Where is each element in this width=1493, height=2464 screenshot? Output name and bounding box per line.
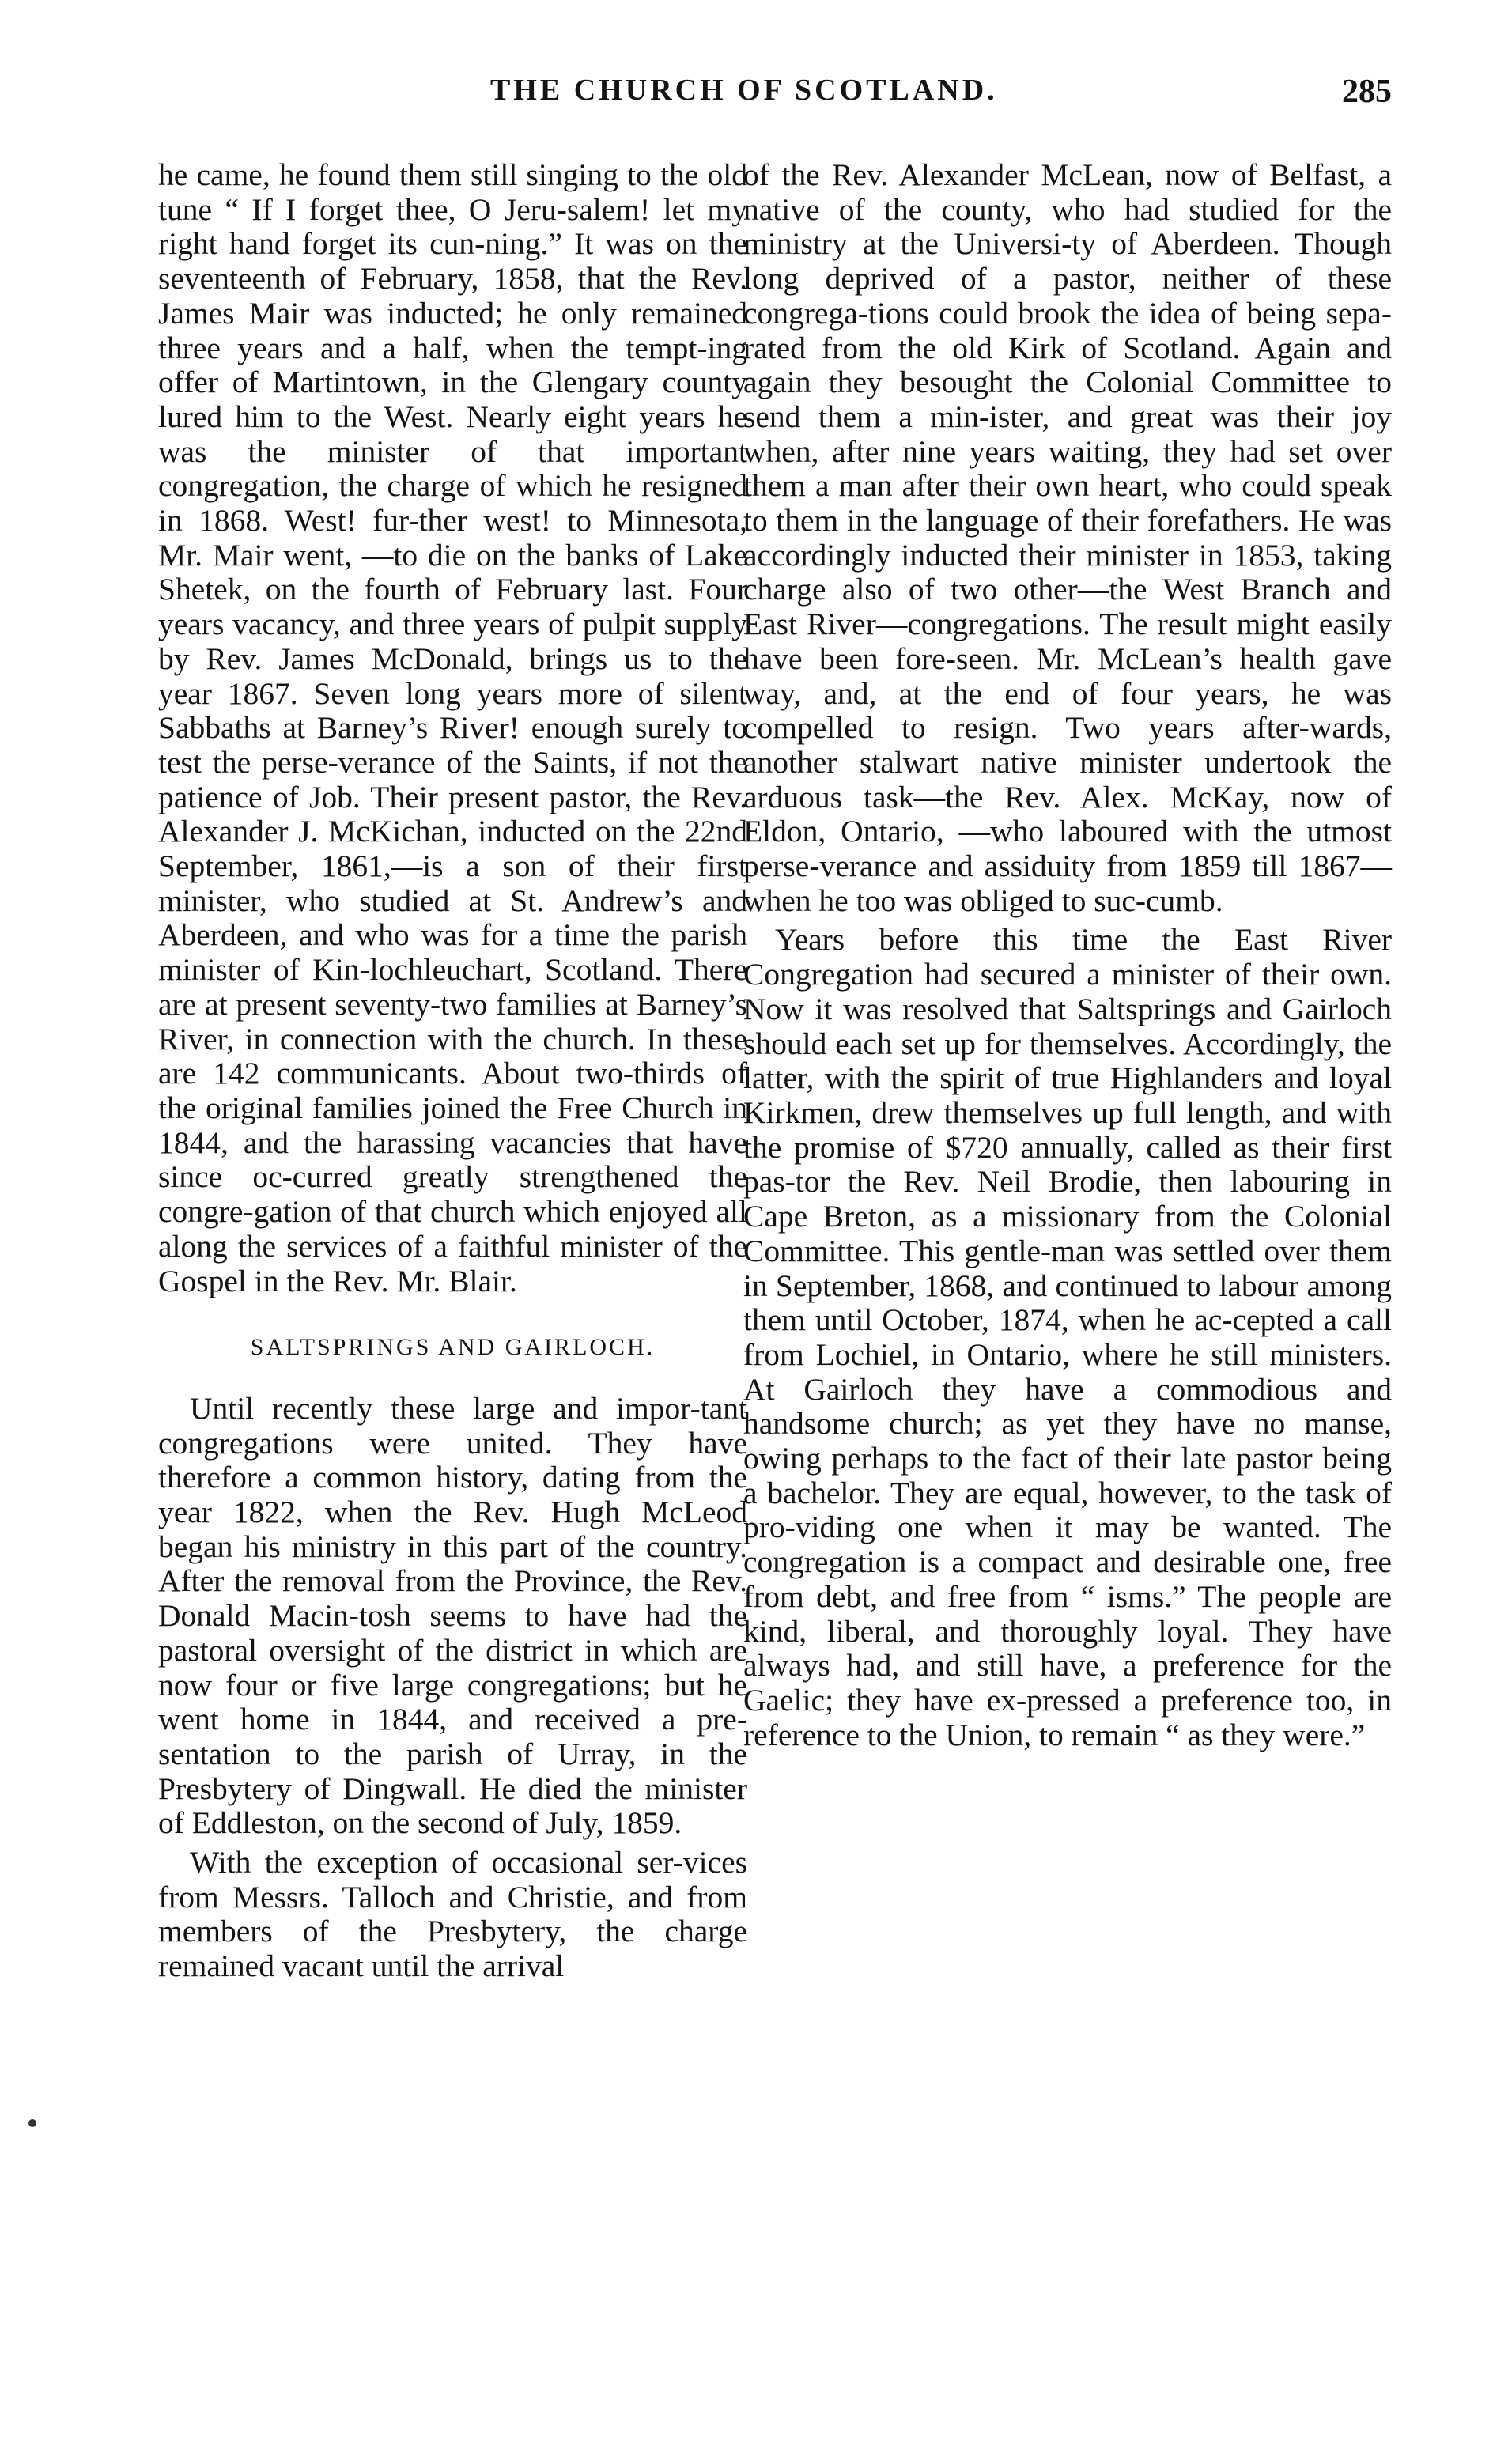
left-paragraph-2: Until recently these large and impor-tant congregations were united. They have therefore a common history, dating from the year 1822, when the Rev. Hugh McLeod began his ministry in this part of the country. After the removal from the Province, the Rev. Donald Macin-tosh seems to have had the pastoral oversight of the district in which are now four or five large congregations; but he went home in 1844, and received a pre-sentation to the parish of Urray, in the Presbytery of Dingwall. He died the minister of Eddleston, on the second of July, 1859.	[158, 1390, 747, 1841]
right-paragraph-1: of the Rev. Alexander McLean, now of Belfast, a native of the county, who had studied for the ministry at the Universi-ty of Aberdeen. Though long deprived of a pastor, neither of these congrega-tions could brook the idea of being sepa-rated from the old Kirk of Scotland. Again and again they besought the Colonial Committee to send them a min-ister, and great was their joy when, after nine years waiting, they had set over them a man after their own heart, who could speak to them in the language of their forefathers. He was accordingly inducted their minister in 1853, taking charge also of two other—the West Branch and East River—congregations. The result might easily have been fore-seen. Mr. McLean’s health gave way, and, at the end of four years, he was compelled to resign. Two years after-wards, another stalwart native minister undertook the arduous task—the Rev. Alex. McKay, now of Eldon, Ontario, —who laboured with the utmost perse-verance and assiduity from 1859 till 1867—when he too was obliged to suc-cumb.	[743, 157, 1392, 918]
left-paragraph-1: he came, he found them still singing to the old tune “ If I forget thee, O Jeru-salem! let my right hand forget its cun-ning.” It was on the seventeenth of February, 1858, that the Rev. James Mair was inducted; he only remained three years and a half, when the tempt-ing offer of Martintown, in the Glengary county lured him to the West. Nearly eight years he was the minister of that important congregation, the charge of which he resigned in 1868. West! fur-ther west! to Minnesota, Mr. Mair went, —to die on the banks of Lake Shetek, on the fourth of February last. Four years vacancy, and three years of pulpit supply by Rev. James McDonald, brings us to the year 1867. Seven long years more of silent Sabbaths at Barney’s River! enough surely to test the perse-verance of the Saints, if not the patience of Job. Their present pastor, the Rev. Alexander J. McKichan, inducted on the 22nd September, 1861,—is a son of their first minister, who studied at St. Andrew’s and Aberdeen, and who was for a time the parish minister of Kin-lochleuchart, Scotland. There are at present seventy-two families at Barney’s River, in connection with the church. In these are 142 communicants. About two-thirds of the original families joined the Free Church in 1844, and the harassing vacancies that have since oc-curred greatly strengthened the congre-gation of that church which enjoyed all along the services of a faithful minister of the Gospel in the Rev. Mr. Blair.	[158, 157, 747, 1298]
running-title: THE CHURCH OF SCOTLAND.	[490, 74, 998, 107]
left-paragraph-3: With the exception of occasional ser-vices from Messrs. Talloch and Christie, and from members of the Presbytery, the charge remained vacant until the arrival	[158, 1845, 747, 1984]
left-column	[158, 158, 747, 1984]
right-column	[743, 158, 1392, 1752]
section-heading: SALTSPRINGS AND GAIRLOCH.	[250, 1334, 656, 1361]
page-number: 285	[1342, 74, 1392, 110]
right-paragraph-2: Years before this time the East River Congregation had secured a minister of their own. Now it was resolved that Saltsprings and Gairloch should each set up for themselves. Accordingly, the latter, with the spirit of true Highlanders and loyal Kirkmen, drew themselves up full length, and with the promise of $720 annually, called as their first pas-tor the Rev. Neil Brodie, then labouring in Cape Breton, as a missionary from the Colonial Committee. This gentle-man was settled over them in September, 1868, and continued to labour among them until October, 1874, when he ac-cepted a call from Lochiel, in Ontario, where he still ministers. At Gairloch they have a commodious and handsome church; as yet they have no manse, owing perhaps to the fact of their late pastor being a bachelor. They are equal, however, to the task of pro-viding one when it may be wanted. The congregation is a compact and desirable one, free from debt, and free from “ isms.” The people are kind, liberal, and thoroughly loyal. They have always had, and still have, a preference for the Gaelic; they have ex-pressed a preference too, in reference to the Union, to remain “ as they were.”	[743, 922, 1392, 1752]
page-header	[158, 73, 1392, 128]
ink-speck	[28, 2119, 36, 2127]
